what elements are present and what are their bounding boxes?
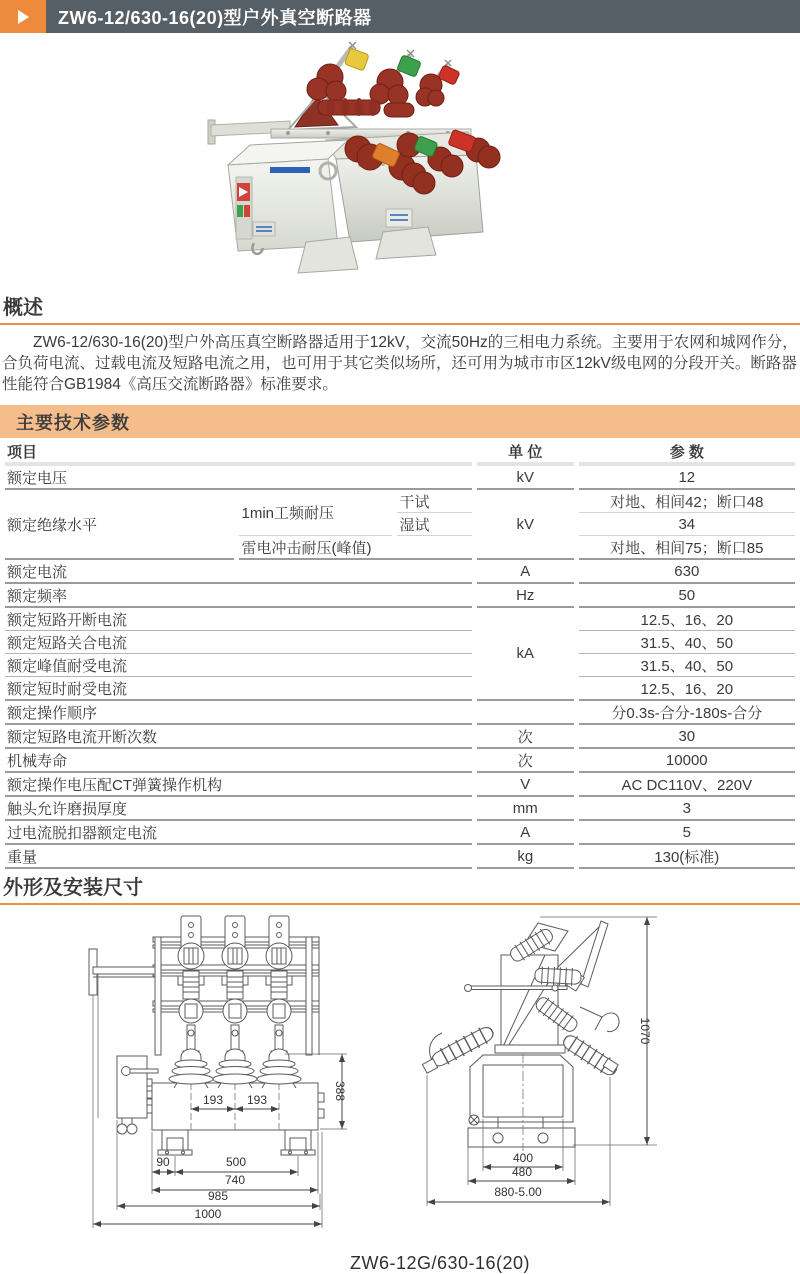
table-row [5, 631, 795, 654]
spec-param: 630 [579, 560, 795, 584]
spec-param: 12 [579, 466, 795, 490]
spec-param: 分0.3s-合分-180s-合分 [579, 701, 795, 725]
dimension-drawings [0, 913, 800, 1251]
col-header-item: 项目 [5, 440, 472, 466]
table-row [5, 749, 795, 773]
spec-unit: 次 [477, 725, 574, 749]
specs-section-bar [0, 405, 800, 438]
spec-unit: Hz [477, 584, 574, 608]
spec-param: 10000 [579, 749, 795, 773]
table-row [5, 608, 795, 631]
product-photo-area [0, 33, 800, 289]
drawing-caption: ZW6-12G/630-16(20) [349, 1253, 531, 1273]
spec-item: 过电流脱扣器额定电流 [5, 821, 472, 845]
spec-param: AC DC110V、220V [579, 773, 795, 797]
play-arrow-icon [18, 10, 29, 24]
spec-item: 额定短路关合电流 [5, 631, 472, 654]
dim-label: 500 [225, 1155, 247, 1169]
spec-param: 对地、相间75；断口85 [579, 536, 795, 560]
header-title-bar [46, 0, 800, 33]
spec-param: 5 [579, 821, 795, 845]
front-view-drawing [60, 913, 405, 1245]
dim-label: 388 [333, 1080, 347, 1102]
spec-item: 触头允许磨损厚度 [5, 797, 472, 821]
spec-param: 50 [579, 584, 795, 608]
dim-label: 480 [511, 1165, 533, 1179]
side-tank [468, 1053, 575, 1151]
dim-label: 880-5.00 [494, 1185, 542, 1199]
page-title: ZW6-12/630-16(20)型户外真空断路器 [58, 7, 372, 28]
outline-title: 外形及安装尺寸 [3, 877, 143, 899]
table-row [5, 654, 795, 677]
product-photo [178, 37, 618, 287]
table-row [5, 821, 795, 845]
spec-item: 额定短路开断电流 [5, 608, 472, 631]
dim-label: 90 [156, 1155, 170, 1169]
spec-param: 30 [579, 725, 795, 749]
col-header-unit: 单 位 [477, 440, 574, 466]
spec-unit: kV [477, 466, 574, 490]
table-row [5, 725, 795, 749]
spec-item: 额定操作顺序 [5, 701, 472, 725]
spec-item: 额定短时耐受电流 [5, 677, 472, 701]
spec-unit: A [477, 821, 574, 845]
table-row [5, 797, 795, 821]
table-row [5, 845, 795, 869]
dim-label: 193 [202, 1093, 224, 1107]
dim-label: 1000 [194, 1207, 222, 1221]
spec-unit: mm [477, 797, 574, 821]
overview-body: ZW6-12/630-16(20)型户外高压真空断路器适用于12kV，交流50Hz的三相电力系统。主要用于农网和城网作分，合负荷电流、过载电流及短路电流之用，也可用于其它类似场所，还可用为城市市区12kV级电网的分段开关。断路器性能符合GB1984《高压交流断路器》标准要求。 [2, 334, 798, 393]
brand-logo [270, 167, 310, 173]
specs-title: 主要技术参数 [16, 412, 130, 433]
spec-param: 34 [579, 513, 795, 536]
spec-param: 对地、相间42；断口48 [579, 490, 795, 513]
spec-param: 12.5、16、20 [579, 677, 795, 701]
col-header-param: 参 数 [579, 440, 795, 466]
spec-param: 130(标准) [579, 845, 795, 869]
spec-unit: kA [477, 608, 574, 701]
table-row [5, 490, 795, 513]
spec-param: 12.5、16、20 [579, 608, 795, 631]
dim-label: 985 [207, 1189, 229, 1203]
dim-label: 1070 [638, 1017, 652, 1045]
dim-label: 400 [512, 1151, 534, 1165]
spec-item: 额定短路电流开断次数 [5, 725, 472, 749]
spec-item: 额定绝缘水平 [5, 490, 234, 560]
dim-label: 193 [246, 1093, 268, 1107]
spec-item: 机械寿命 [5, 749, 472, 773]
spec-subitem: 1min工频耐压 [239, 490, 392, 536]
table-row [5, 701, 795, 725]
spec-unit: kV [477, 490, 574, 560]
spec-item: 额定操作电压配CT弹簧操作机构 [5, 773, 472, 797]
spec-unit [477, 701, 574, 725]
table-row [5, 584, 795, 608]
dim-label: 740 [224, 1173, 246, 1187]
spec-item: 额定峰值耐受电流 [5, 654, 472, 677]
overview-title: 概述 [3, 297, 43, 319]
spec-unit: kg [477, 845, 574, 869]
page-header [0, 0, 800, 33]
outline-rule [0, 903, 800, 905]
spec-param: 3 [579, 797, 795, 821]
specs-table [0, 440, 800, 869]
table-row [5, 773, 795, 797]
table-row [5, 466, 795, 490]
spec-param: 31.5、40、50 [579, 631, 795, 654]
spec-subitem: 雷电冲击耐压(峰值) [239, 536, 471, 560]
spec-subitem: 湿试 [397, 513, 471, 536]
spec-param: 31.5、40、50 [579, 654, 795, 677]
spec-item: 额定电压 [5, 466, 472, 490]
table-row [5, 560, 795, 584]
spec-unit: V [477, 773, 574, 797]
side-view-drawing [402, 915, 670, 1227]
spec-item: 额定电流 [5, 560, 472, 584]
table-row [5, 677, 795, 701]
overview-rule [0, 323, 800, 325]
spec-unit: A [477, 560, 574, 584]
spec-item: 额定频率 [5, 584, 472, 608]
spec-subitem: 干试 [397, 490, 471, 513]
table-header-row [5, 440, 795, 466]
header-accent-block [0, 0, 46, 33]
spec-unit: 次 [477, 749, 574, 773]
spec-item: 重量 [5, 845, 472, 869]
